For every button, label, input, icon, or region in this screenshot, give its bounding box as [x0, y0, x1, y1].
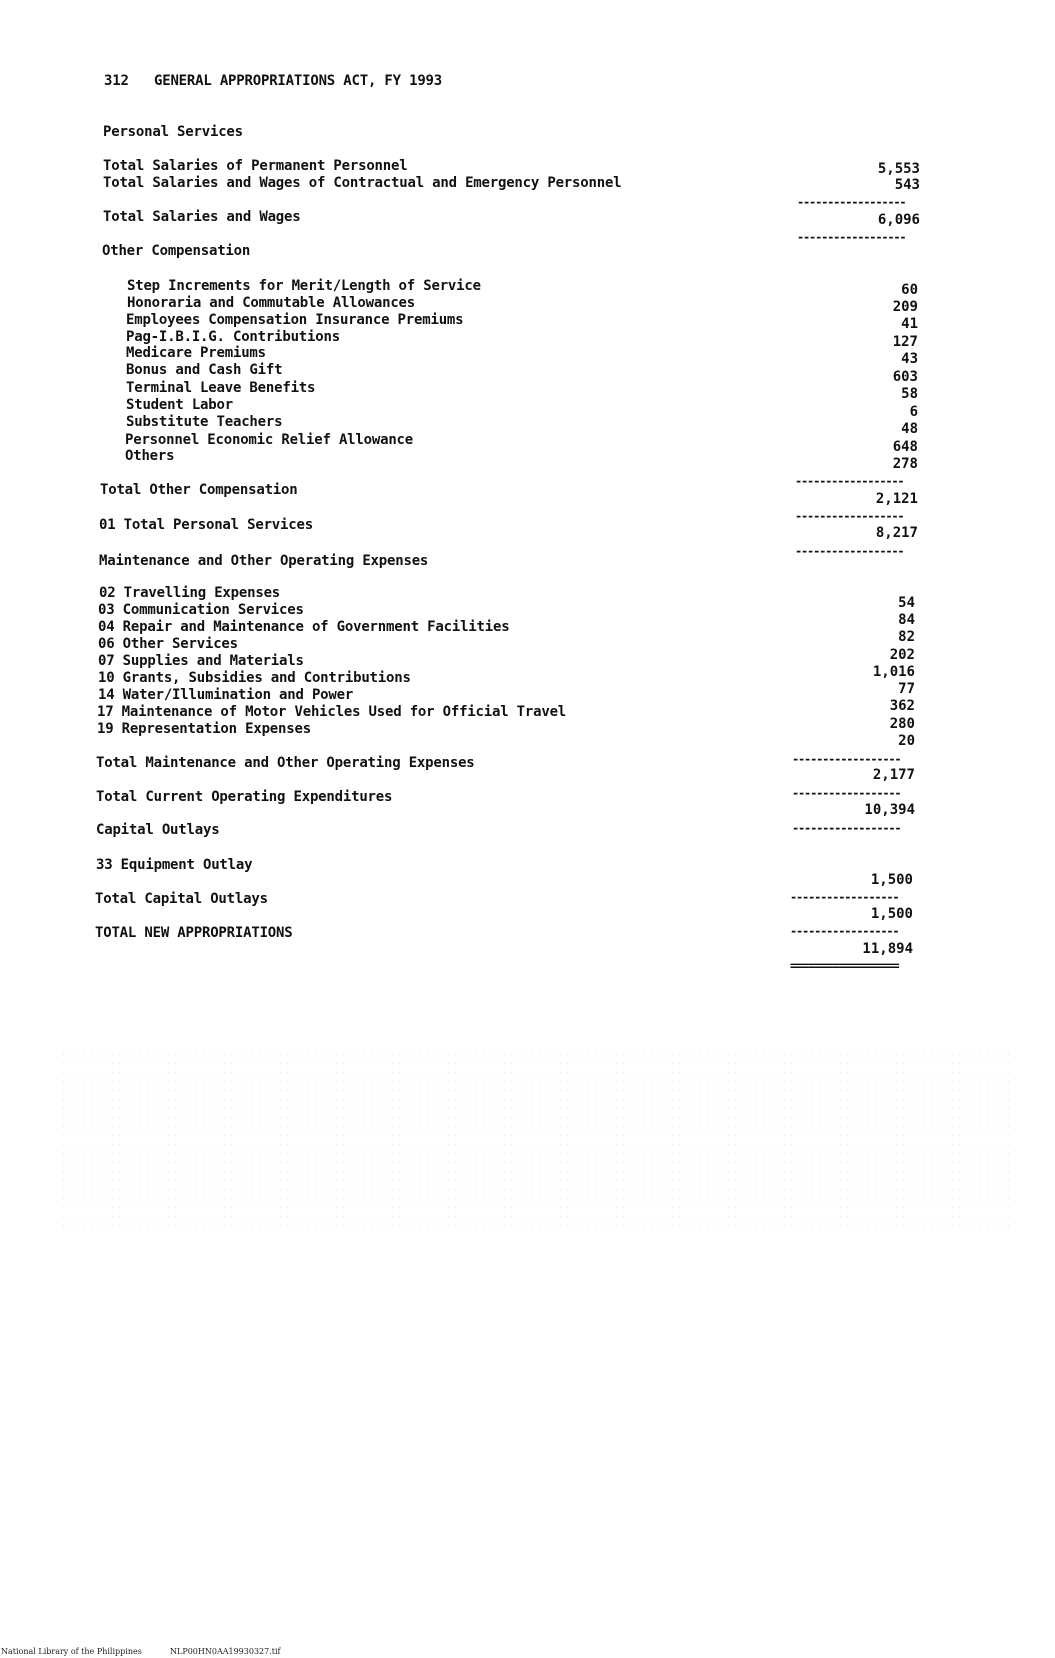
- page-number: 312: [104, 73, 129, 89]
- total-label: Total Salaries and Wages: [103, 209, 301, 225]
- line-value: 43: [901, 351, 918, 367]
- total-value: 2,121: [875, 491, 918, 507]
- line-value: 54: [898, 595, 915, 611]
- line-value: 209: [892, 299, 918, 315]
- line-label: 03 Communication Services: [98, 602, 304, 618]
- line-value: 41: [901, 316, 918, 332]
- line-value: 280: [889, 716, 915, 732]
- line-label: 06 Other Services: [98, 636, 238, 652]
- section-heading-capital-outlays: Capital Outlays: [96, 822, 220, 838]
- line-value: 58: [901, 386, 918, 402]
- line-value: 77: [898, 681, 915, 697]
- section-heading-other-compensation: Other Compensation: [102, 243, 251, 259]
- dash-rule: ------------------: [797, 231, 906, 243]
- grand-total-value: 11,894: [862, 941, 913, 957]
- line-label: Pag-I.B.I.G. Contributions: [126, 329, 340, 345]
- section-heading-mooe: Maintenance and Other Operating Expenses: [99, 553, 429, 569]
- line-value: 1,500: [870, 872, 913, 888]
- dash-rule: ------------------: [795, 545, 904, 557]
- line-label: 07 Supplies and Materials: [98, 653, 304, 669]
- dash-rule: ------------------: [792, 753, 901, 765]
- line-label: 33 Equipment Outlay: [96, 857, 253, 873]
- line-value: 127: [892, 334, 918, 350]
- line-label: Personnel Economic Relief Allowance: [125, 432, 414, 448]
- line-label: 14 Water/Illumination and Power: [98, 687, 354, 703]
- total-value: 2,177: [872, 767, 915, 783]
- line-label: Medicare Premiums: [126, 345, 266, 361]
- line-value: 84: [898, 612, 915, 628]
- line-label: Terminal Leave Benefits: [126, 380, 316, 396]
- line-value: 1,016: [872, 664, 915, 680]
- line-label: Bonus and Cash Gift: [126, 362, 283, 378]
- section-heading-personal-services: Personal Services: [103, 124, 243, 140]
- total-value: 10,394: [864, 802, 915, 818]
- line-value: 543: [894, 177, 920, 193]
- line-label: 17 Maintenance of Motor Vehicles Used for Official Travel: [97, 704, 567, 720]
- dash-rule: ------------------: [792, 822, 901, 834]
- dash-rule: ------------------: [795, 475, 904, 487]
- line-value: 603: [892, 369, 918, 385]
- total-label: Total Current Operating Expenditures: [96, 789, 393, 805]
- line-label: 10 Grants, Subsidies and Contributions: [98, 670, 411, 686]
- line-label: Others: [125, 448, 175, 464]
- dash-rule: ------------------: [790, 925, 899, 937]
- line-value: 20: [898, 733, 915, 749]
- line-label: Step Increments for Merit/Length of Service: [127, 278, 481, 294]
- total-value: 1,500: [870, 906, 913, 922]
- page-title: GENERAL APPROPRIATIONS ACT, FY 1993: [154, 73, 443, 89]
- line-value: 60: [901, 282, 918, 298]
- footer-filename: NLP00HN0AA19930327.tif: [170, 1647, 281, 1656]
- scan-noise: [60, 1050, 1010, 1230]
- line-label: Total Salaries and Wages of Contractual and Emergency Personnel: [103, 175, 622, 191]
- line-value: 278: [892, 456, 918, 472]
- line-label: Honoraria and Commutable Allowances: [127, 295, 416, 311]
- line-label: Student Labor: [126, 397, 233, 413]
- total-value: 8,217: [875, 525, 918, 541]
- total-value: 6,096: [877, 212, 920, 228]
- grand-total-label: TOTAL NEW APPROPRIATIONS: [95, 925, 293, 941]
- line-value: 648: [892, 439, 918, 455]
- line-label: 04 Repair and Maintenance of Government Facilities: [98, 619, 510, 635]
- line-label: 02 Travelling Expenses: [99, 585, 281, 601]
- dash-rule: ------------------: [790, 891, 899, 903]
- line-label: Total Salaries of Permanent Personnel: [103, 158, 408, 174]
- dash-rule: ------------------: [792, 787, 901, 799]
- total-label: Total Maintenance and Other Operating Expenses: [96, 755, 475, 771]
- double-rule: ==================: [790, 960, 899, 972]
- line-value: 48: [901, 421, 918, 437]
- total-label: 01 Total Personal Services: [99, 517, 313, 533]
- line-value: 202: [889, 647, 915, 663]
- dash-rule: ------------------: [797, 196, 906, 208]
- line-value: 82: [898, 629, 915, 645]
- line-label: Substitute Teachers: [126, 414, 283, 430]
- total-label: Total Other Compensation: [100, 482, 298, 498]
- line-value: 6: [909, 404, 918, 420]
- footer-library: National Library of the Philippines: [1, 1647, 142, 1656]
- line-label: Employees Compensation Insurance Premiums: [126, 312, 464, 328]
- line-label: 19 Representation Expenses: [97, 721, 311, 737]
- line-value: 362: [889, 698, 915, 714]
- dash-rule: ------------------: [795, 510, 904, 522]
- total-label: Total Capital Outlays: [95, 891, 268, 907]
- line-value: 5,553: [877, 161, 920, 177]
